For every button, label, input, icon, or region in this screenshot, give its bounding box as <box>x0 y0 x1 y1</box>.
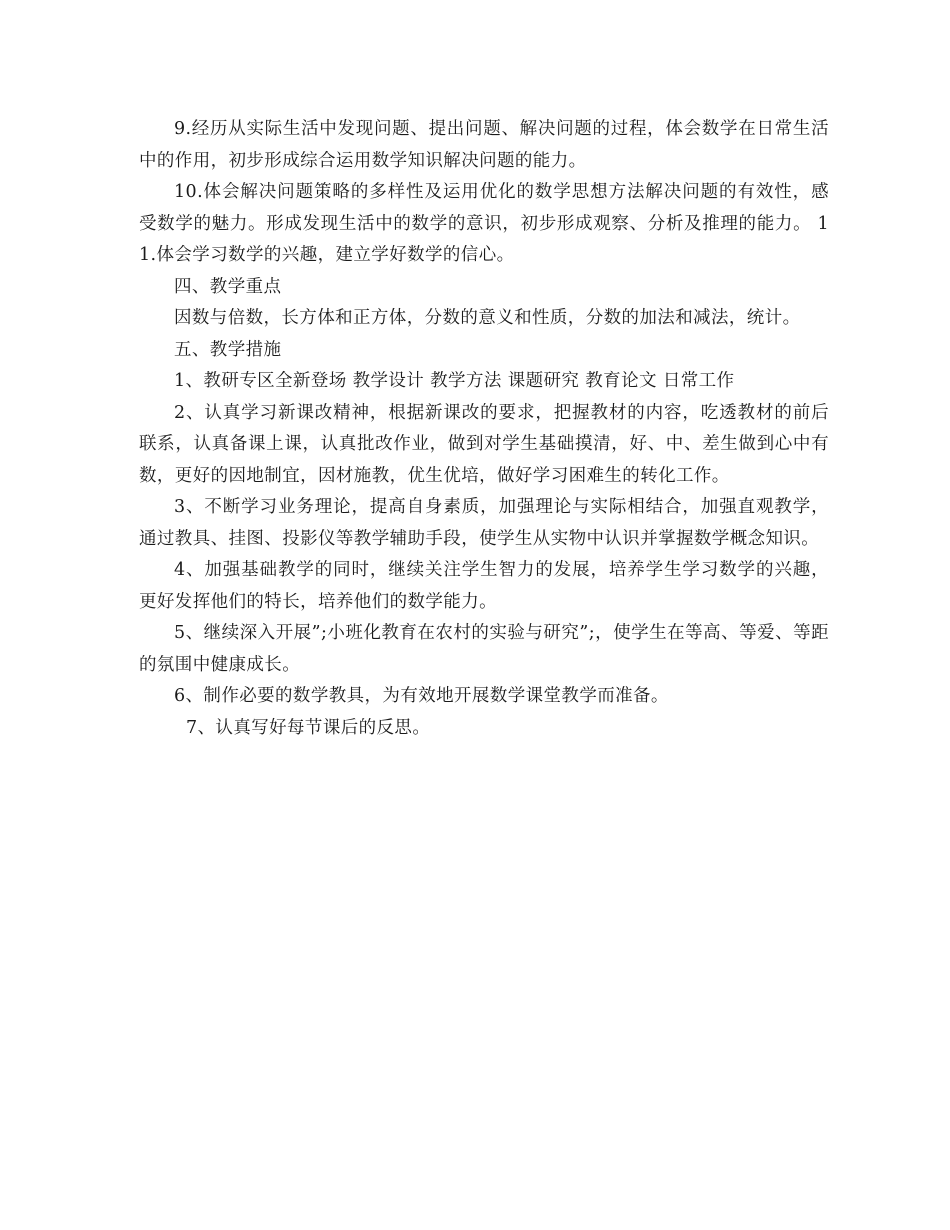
paragraph-goal-9: 9.经历从实际生活中发现问题、提出问题、解决问题的过程，体会数学在日常生活中的作用，初步形成综合运用数学知识解决问题的能力。 <box>139 119 829 171</box>
paragraph-measure-2: 2、认真学习新课改精神，根据新课改的要求，把握教材的内容，吃透教材的前后联系，认真备课上课，认真批改作业，做到对学生基础摸清，好、中、差生做到心中有数，更好的因地制宜，因材施教，优生优培，做好学习困难生的转化工作。 <box>139 402 829 486</box>
paragraph-measure-4: 4、加强基础教学的同时，继续关注学生智力的发展，培养学生学习数学的兴趣，更好发挥他们的特长，培养他们的数学能力。 <box>139 560 829 612</box>
paragraph-goal-10-11: 10.体会解决问题策略的多样性及运用优化的数学思想方法解决问题的有效性，感受数学的魅力。形成发现生活中的数学的意识，初步形成观察、分析及推理的能力。 11.体会学习数学的兴趣，建立学好数学的信心。 <box>139 182 829 265</box>
paragraph-measure-7: 7、认真写好每节课后的反思。 <box>186 717 431 738</box>
section-heading-teaching-focus: 四、教学重点 <box>174 276 282 297</box>
paragraph-measure-1: 1、教研专区全新登场 教学设计 教学方法 课题研究 教育论文 日常工作 <box>174 371 735 391</box>
paragraph-teaching-focus: 因数与倍数，长方体和正方体，分数的意义和性质，分数的加法和减法，统计。 <box>174 308 801 328</box>
section-heading-teaching-measures: 五、教学措施 <box>174 339 282 360</box>
paragraph-measure-3: 3、不断学习业务理论，提高自身素质，加强理论与实际相结合，加强直观教学，通过教具、挂图、投影仪等教学辅助手段，使学生从实物中认识并掌握数学概念知识。 <box>139 497 829 549</box>
paragraph-measure-6: 6、制作必要的数学教具，为有效地开展数学课堂教学而准备。 <box>174 686 669 706</box>
document-body <box>139 114 829 744</box>
paragraph-measure-5: 5、继续深入开展”;小班化教育在农村的实验与研究”;，使学生在等高、等爱、等距的氛围中健康成长。 <box>139 623 829 675</box>
